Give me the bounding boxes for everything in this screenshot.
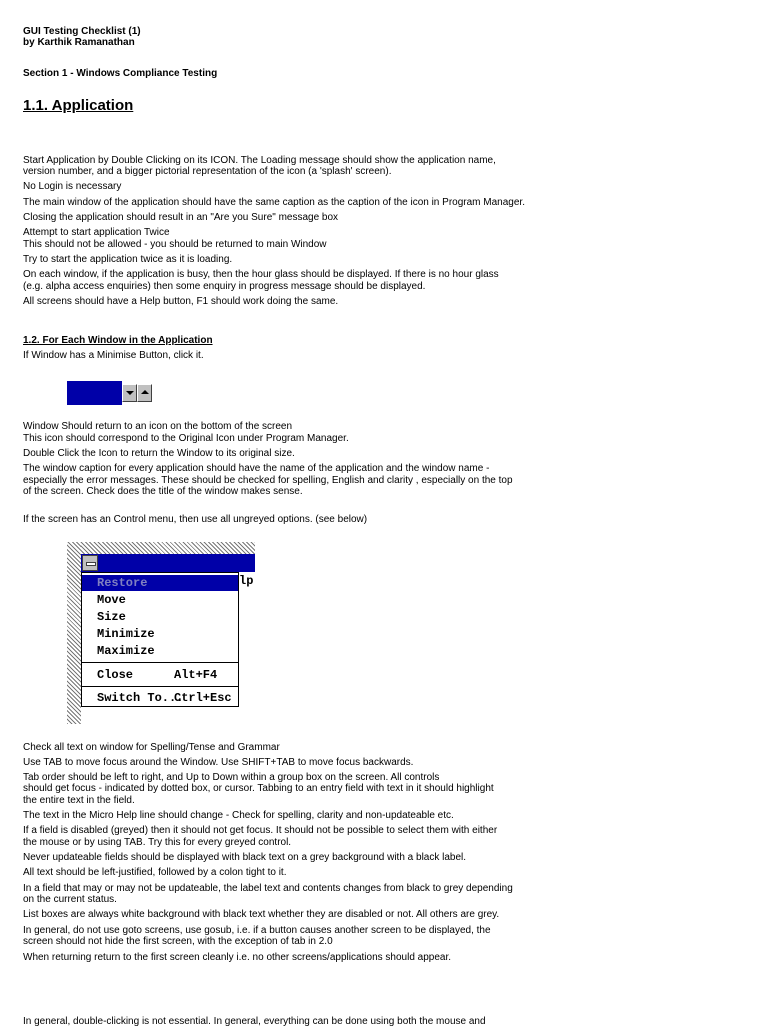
- paragraph-line: (e.g. alpha access enquiries) then some enquiry in progress message should be displayed.: [23, 281, 426, 292]
- menu-item-minimize: Minimize: [97, 627, 155, 641]
- paragraph-line: Never updateable fields should be displayed with black text on a grey background with a black label.: [23, 852, 467, 863]
- paragraph-line: Double Click the Icon to return the Window to its original size.: [23, 448, 295, 459]
- paragraph-line: especially the error messages. These should be checked for spelling, English and clarity , especially on the top: [23, 475, 513, 486]
- minimise-button: [122, 384, 137, 402]
- paragraph-line: Check all text on window for Spelling/Tense and Grammar: [23, 742, 280, 753]
- menu-item-move: Move: [97, 593, 126, 607]
- paragraph-line: version number, and a bigger pictorial representation of the icon (a 'splash' screen).: [23, 166, 392, 177]
- paragraph-line: No Login is necessary: [23, 181, 122, 192]
- heading-1-2: 1.2. For Each Window in the Application: [23, 335, 213, 346]
- paragraph-line: In general, do not use goto screens, use gosub, i.e. if a button causes another screen to be displayed, the: [23, 925, 491, 936]
- paragraph-line: The main window of the application should have the same caption as the caption of the icon in Program Manager.: [23, 197, 525, 208]
- paragraph-line: Attempt to start application Twice: [23, 227, 170, 238]
- paragraph-line: Try to start the application twice as it is loading.: [23, 254, 233, 265]
- heading-1-1: 1.1. Application: [23, 97, 134, 114]
- paragraph-line: List boxes are always white background with black text whether they are disabled or not. All others are grey.: [23, 909, 500, 920]
- maximise-button: [137, 384, 152, 402]
- control-menu-illustration: [67, 542, 255, 724]
- paragraph-line: The window caption for every application should have the name of the application and the window name -: [23, 463, 490, 474]
- desktop-pattern: [67, 542, 255, 554]
- paragraph-line: should get focus - indicated by dotted box, or cursor. Tabbing to an entry field with text in it should highlight: [23, 783, 494, 794]
- section-title: Section 1 - Windows Compliance Testing: [23, 68, 218, 79]
- paragraph-line: This should not be allowed - you should be returned to main Window: [23, 239, 327, 250]
- desktop-pattern: [67, 542, 81, 724]
- paragraph-line: on the current status.: [23, 894, 117, 905]
- paragraph-line: All text should be left-justified, followed by a colon tight to it.: [23, 867, 287, 878]
- paragraph-line: Use TAB to move focus around the Window. Use SHIFT+TAB to move focus backwards.: [23, 757, 414, 768]
- paragraph-line: the entire text in the field.: [23, 795, 135, 806]
- paragraph-line: When returning return to the first screen cleanly i.e. no other screens/applications should appear.: [23, 952, 452, 963]
- paragraph-line: Window Should return to an icon on the bottom of the screen: [23, 421, 293, 432]
- menu-item-switch-to: Switch To... Ctrl+Esc: [97, 691, 232, 705]
- window-menu-text: lp: [239, 574, 254, 588]
- chevron-down-icon: [126, 391, 134, 395]
- paragraph-line: Closing the application should result in an "Are you Sure" message box: [23, 212, 339, 223]
- window-title-bar: [81, 554, 255, 572]
- paragraph-line: of the screen. Check does the title of the window makes sense.: [23, 486, 303, 497]
- minimise-button-illustration: [67, 381, 149, 405]
- paragraph-line: If the screen has an Control menu, then use all ungreyed options. (see below): [23, 514, 368, 525]
- paragraph-line: If Window has a Minimise Button, click it.: [23, 350, 204, 361]
- title-bar-fragment: [67, 381, 122, 405]
- paragraph-line: In a field that may or may not be updateable, the label text and contents changes from black to grey depending: [23, 883, 513, 894]
- menu-item-size: Size: [97, 610, 126, 624]
- paragraph-line: Tab order should be left to right, and Up to Down within a group box on the screen. All controls: [23, 772, 440, 783]
- document-title: GUI Testing Checklist (1): [23, 26, 141, 37]
- chevron-up-icon: [141, 390, 149, 394]
- menu-separator: [82, 662, 238, 663]
- menu-item-maximize: Maximize: [97, 644, 155, 658]
- paragraph-line: Start Application by Double Clicking on its ICON. The Loading message should show the application name,: [23, 155, 496, 166]
- menu-accelerator: Alt+F4: [174, 668, 218, 682]
- control-menu-box-icon: [82, 555, 98, 571]
- paragraph-line: If a field is disabled (greyed) then it should not get focus. It should not be possible to select them with either: [23, 825, 498, 836]
- menu-separator: [82, 686, 238, 687]
- menu-item-restore: Restore: [82, 575, 238, 591]
- paragraph-line: On each window, if the application is busy, then the hour glass should be displayed. If there is no hour glass: [23, 269, 499, 280]
- control-menu: [81, 572, 239, 707]
- menu-item-close: Close Alt+F4: [97, 668, 218, 682]
- paragraph-line: the mouse or by using TAB. Try this for every greyed control.: [23, 837, 292, 848]
- paragraph-line: In general, double-clicking is not essential. In general, everything can be done using both the mouse and: [23, 1016, 486, 1027]
- paragraph-line: The text in the Micro Help line should change - Check for spelling, clarity and non-updateable etc.: [23, 810, 454, 821]
- menu-accelerator: Ctrl+Esc: [174, 691, 232, 705]
- paragraph-line: This icon should correspond to the Original Icon under Program Manager.: [23, 433, 349, 444]
- paragraph-line: screen should not hide the first screen, with the exception of tab in 2.0: [23, 936, 333, 947]
- paragraph-line: All screens should have a Help button, F1 should work doing the same.: [23, 296, 339, 307]
- document-author: by Karthik Ramanathan: [23, 37, 135, 48]
